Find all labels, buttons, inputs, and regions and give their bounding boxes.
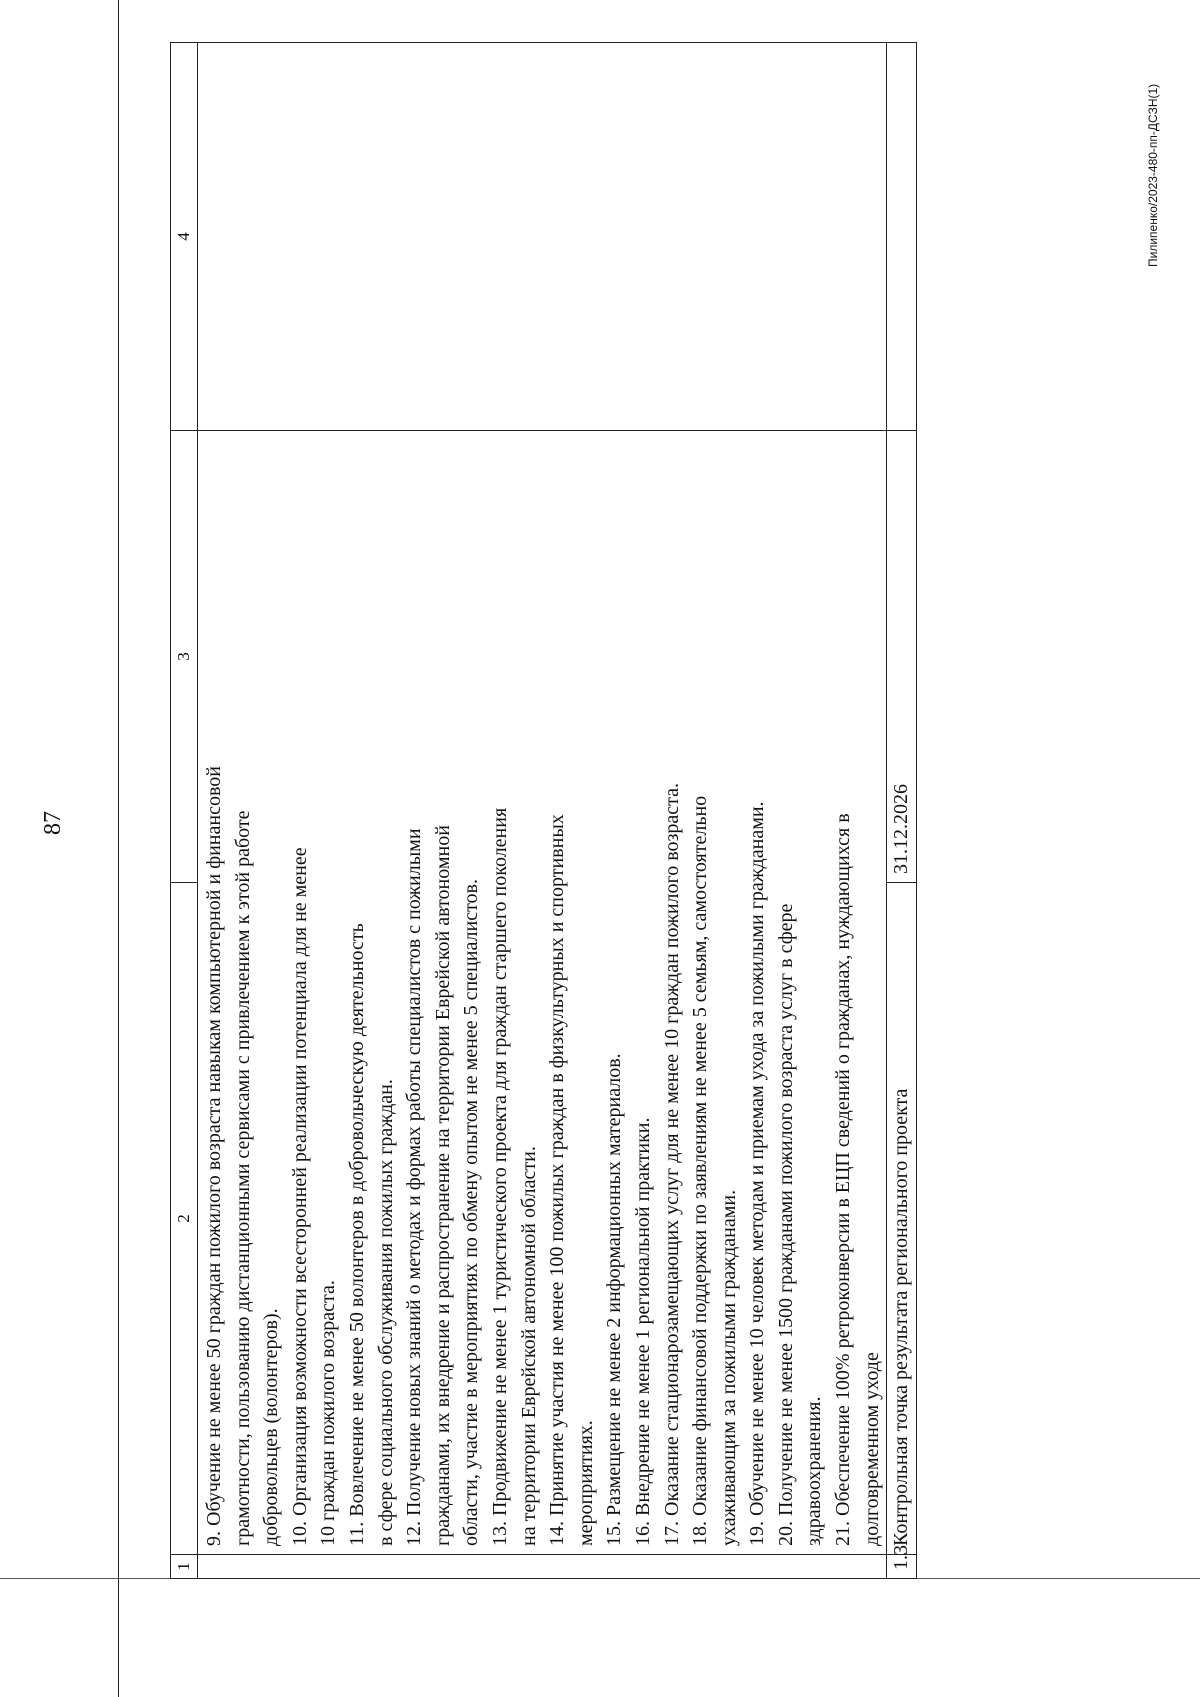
list-item: 14. Принятие участия не менее 100 пожилых граждан в физкультурных и спортивных [546,814,569,1546]
column-number: 2 [171,883,198,1555]
table-row [198,43,887,1579]
margin-line-top [118,0,119,1697]
column-number: 4 [171,43,198,431]
column-number-row [171,43,198,1579]
checkpoint-date: 31.12.2026 [887,431,917,883]
column-number: 3 [171,431,198,883]
list-item: на территории Еврейской автономной области. [517,1146,540,1546]
results-list-cell [198,431,887,1555]
column-number: 1 [171,1555,198,1579]
row-number [198,1555,887,1579]
page-number: 87 [40,811,66,835]
list-item: добровольцев (волонтеров). [260,1308,283,1546]
list-item: 20. Получение не менее 1500 гражданами пожилого возраста услуг в сфере [774,903,797,1546]
list-item: области, участие в мероприятиях по обмену опытом не менее 5 специалистов. [460,879,483,1546]
table-row [887,43,917,1579]
list-item: ухаживающим за пожилыми гражданами. [717,1189,740,1546]
project-table [170,42,917,1579]
list-item: 10. Организация возможности всесторонней реализации потенциала для не менее [288,847,311,1546]
list-item: мероприятиях. [574,1420,597,1546]
list-item: грамотности, пользованию дистанционными сервисами с привлечением к этой работе [231,810,254,1546]
list-item: 16. Внедрение не менее 1 региональной практики. [631,1117,654,1546]
row-number: 1.3 [887,1555,917,1579]
list-item: 21. Обеспечение 100% ретроконверсии в ЕЦП сведений о гражданах, нуждающихся в [832,813,855,1546]
list-item: 9. Обучение не менее 50 граждан пожилого возраста навыкам компьютерной и финансовой [203,766,225,1546]
list-item: 17. Оказание стационарозамещающих услуг для не менее 10 граждан пожилого возраста. [660,782,683,1546]
list-item: 10 граждан пожилого возраста. [317,1280,340,1546]
column-4-cell [198,43,887,431]
list-item: долговременном уходе [860,1352,883,1546]
list-item: 18. Оказание финансовой поддержки по заявлениям не менее 5 семьям, самостоятельно [689,795,712,1546]
list-item: здравоохранения. [803,1396,826,1546]
list-item: 19. Обучение не менее 10 человек методам и приемам ухода за пожилыми гражданами. [746,801,769,1546]
list-item: гражданами, их внедрение и распространение на территории Еврейской автономной [431,825,454,1546]
document-code: Пилипенко/2023-480-пп-ДСЗН(1) [1146,83,1160,267]
list-item: 11. Вовлечение не менее 50 волонтеров в добровольческую деятельность [345,923,368,1546]
list-item: 13. Продвижение не менее 1 туристического проекта для граждан старшего поколения [488,807,511,1546]
column-4-cell [887,43,917,431]
list-item: в сфере социального обслуживания пожилых граждан. [374,1079,397,1546]
checkpoint-text: Контрольная точка результата регионального проекта [887,883,917,1555]
list-item: 15. Размещение не менее 2 информационных материалов. [603,1053,626,1546]
list-item: 12. Получение новых знаний о методах и формах работы специалистов с пожилыми [403,828,426,1546]
